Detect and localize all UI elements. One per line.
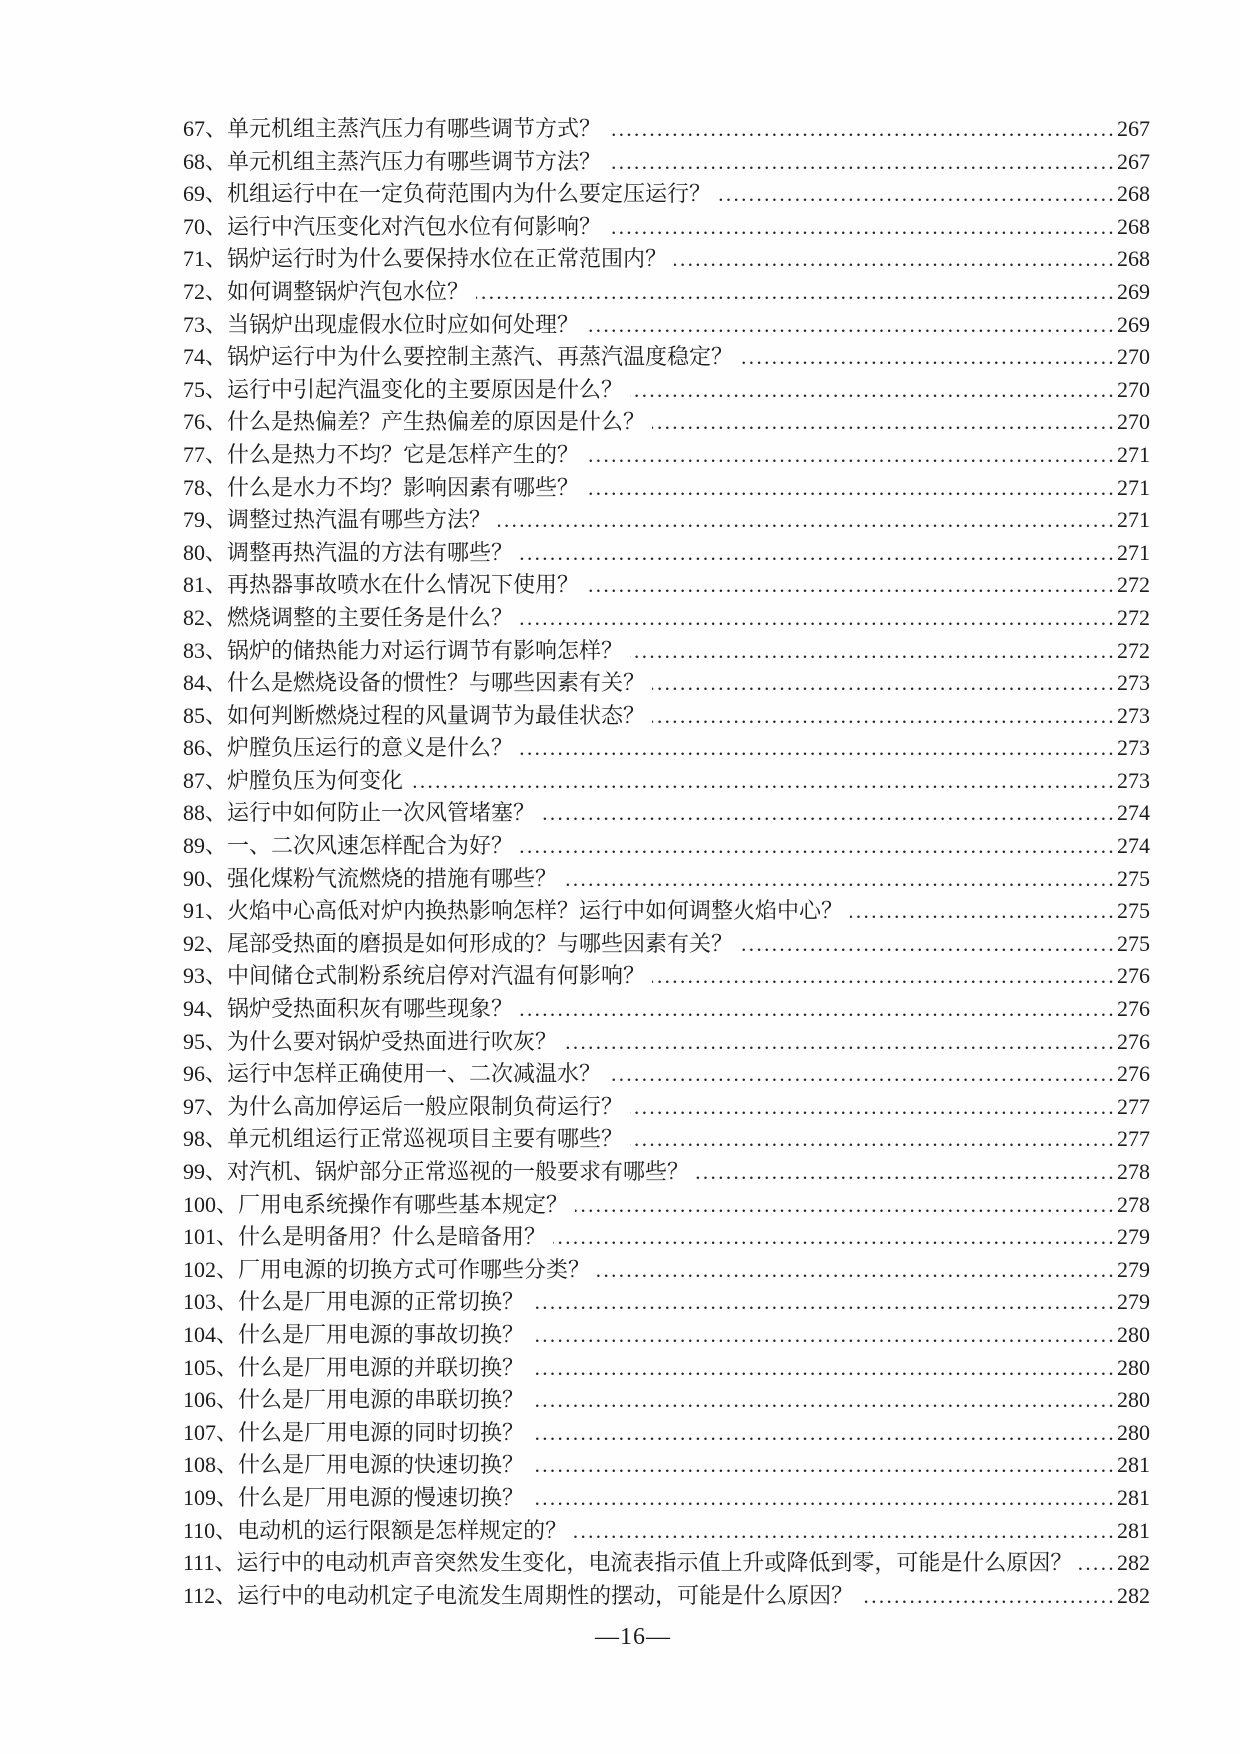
toc-dot-leader bbox=[630, 1123, 1116, 1156]
toc-entry bbox=[183, 1547, 1150, 1580]
toc-entry bbox=[183, 537, 1150, 570]
toc-entry bbox=[183, 309, 1150, 342]
toc-entry bbox=[183, 765, 1150, 798]
toc-page-number: 275 bbox=[1117, 930, 1150, 956]
toc-page-number: 277 bbox=[1117, 1126, 1150, 1152]
toc-entry bbox=[183, 797, 1150, 830]
toc-entry bbox=[183, 276, 1150, 309]
toc-entry bbox=[183, 472, 1150, 505]
toc-entry-title: 72、如何调整锅炉汽包水位？ bbox=[183, 278, 470, 304]
toc-entry-title: 90、强化煤粉气流燃烧的措施有哪些？ bbox=[183, 865, 558, 891]
toc-page-number: 280 bbox=[1117, 1354, 1150, 1380]
toc-entry bbox=[183, 1449, 1150, 1482]
toc-entry-title: 108、什么是厂用电源的快速切换？ bbox=[183, 1452, 525, 1478]
toc-entry-title: 109、什么是厂用电源的慢速切换？ bbox=[183, 1484, 525, 1510]
toc-dot-leader bbox=[608, 146, 1116, 179]
toc-dot-leader bbox=[652, 960, 1116, 993]
toc-entry-title: 98、单元机组运行正常巡视项目主要有哪些？ bbox=[183, 1126, 624, 1152]
toc-entry bbox=[183, 1221, 1150, 1254]
toc-entry bbox=[183, 439, 1150, 472]
toc-page-number: 267 bbox=[1117, 148, 1150, 174]
toc-entry bbox=[183, 504, 1150, 537]
toc-entry-title: 84、什么是燃烧设备的惯性？与哪些因素有关？ bbox=[183, 670, 646, 696]
toc-entry bbox=[183, 1123, 1150, 1156]
toc-page-number: 279 bbox=[1117, 1256, 1150, 1282]
toc-entry-title: 75、运行中引起汽温变化的主要原因是什么？ bbox=[183, 376, 624, 402]
toc-entry-title: 105、什么是厂用电源的并联切换？ bbox=[183, 1354, 525, 1380]
toc-entry-title: 67、单元机组主蒸汽压力有哪些调节方式？ bbox=[183, 116, 602, 141]
toc-page-number: 281 bbox=[1117, 1484, 1150, 1510]
toc-entry-title: 74、锅炉运行中为什么要控制主蒸汽、再蒸汽温度稳定？ bbox=[183, 344, 734, 370]
toc-entry-title: 80、调整再热汽温的方法有哪些？ bbox=[183, 539, 514, 565]
toc-entry bbox=[183, 1156, 1150, 1189]
toc-dot-leader bbox=[740, 341, 1116, 374]
toc-dot-leader bbox=[740, 928, 1116, 961]
toc-dot-leader bbox=[531, 1384, 1116, 1417]
toc-entry-title: 94、锅炉受热面积灰有哪些现象？ bbox=[183, 996, 514, 1022]
toc-page-number: 270 bbox=[1117, 409, 1150, 435]
toc-entry bbox=[183, 146, 1150, 179]
page-footer bbox=[0, 1624, 1240, 1651]
toc-entry-title: 83、锅炉的储热能力对运行调节有影响怎样？ bbox=[183, 637, 624, 663]
toc-entry-title: 110、电动机的运行限额是怎样规定的？ bbox=[183, 1517, 568, 1543]
toc-dot-leader bbox=[630, 635, 1116, 668]
toc-page-number: 277 bbox=[1117, 1093, 1150, 1119]
toc-page-number: 276 bbox=[1117, 1061, 1150, 1087]
toc-entry bbox=[183, 1515, 1150, 1548]
toc-page-number: 281 bbox=[1117, 1452, 1150, 1478]
toc-page-number: 273 bbox=[1117, 735, 1150, 761]
toc-page-number: 271 bbox=[1117, 441, 1150, 467]
toc-entry bbox=[183, 1254, 1150, 1287]
toc-dot-leader bbox=[696, 1156, 1116, 1189]
toc-page-number: 276 bbox=[1117, 1028, 1150, 1054]
toc-page-number: 268 bbox=[1117, 246, 1150, 272]
toc-page-number: 281 bbox=[1117, 1517, 1150, 1543]
toc-page-number: 272 bbox=[1117, 572, 1150, 598]
toc-entry-title: 100、厂用电系统操作有哪些基本规定？ bbox=[183, 1191, 569, 1217]
toc-dot-leader bbox=[531, 1319, 1116, 1352]
toc-page-number: 280 bbox=[1117, 1387, 1150, 1413]
toc-dot-leader bbox=[520, 830, 1116, 863]
toc-dot-leader bbox=[652, 667, 1116, 700]
toc-dot-leader bbox=[531, 1417, 1116, 1450]
toc-dot-leader bbox=[498, 504, 1116, 537]
toc-dot-leader bbox=[652, 406, 1116, 439]
toc-entry-title: 97、为什么高加停运后一般应限制负荷运行？ bbox=[183, 1093, 624, 1119]
toc-page-number: 271 bbox=[1117, 539, 1150, 565]
toc-entry bbox=[183, 1384, 1150, 1417]
toc-entry bbox=[183, 211, 1150, 244]
toc-entry-title: 89、一、二次风速怎样配合为好？ bbox=[183, 833, 514, 859]
toc-entry-title: 95、为什么要对锅炉受热面进行吹灰？ bbox=[183, 1028, 558, 1054]
toc-entry bbox=[183, 1352, 1150, 1385]
toc-entry-title: 69、机组运行中在一定负荷范围内为什么要定压运行？ bbox=[183, 181, 712, 207]
toc-dot-leader bbox=[608, 211, 1116, 244]
toc-entry bbox=[183, 1482, 1150, 1515]
toc-dot-leader bbox=[586, 309, 1116, 342]
toc-dot-leader bbox=[520, 732, 1116, 765]
toc-entry bbox=[183, 602, 1150, 635]
toc-dot-leader bbox=[1079, 1547, 1116, 1580]
toc-entry bbox=[183, 1058, 1150, 1091]
toc-page-number: 275 bbox=[1117, 898, 1150, 924]
toc-dot-leader bbox=[531, 1286, 1116, 1319]
page-number-label: —16— bbox=[595, 1624, 671, 1650]
toc-entry-title: 99、对汽机、锅炉部分正常巡视的一般要求有哪些？ bbox=[183, 1159, 690, 1184]
toc-entry bbox=[183, 1580, 1150, 1613]
toc-page-number: 268 bbox=[1117, 213, 1150, 239]
toc-entry-title: 102、厂用电源的切换方式可作哪些分类？ bbox=[183, 1256, 591, 1282]
toc-dot-leader bbox=[586, 439, 1116, 472]
toc-page-number: 273 bbox=[1117, 702, 1150, 728]
toc-page-number: 279 bbox=[1117, 1289, 1150, 1315]
toc-dot-leader bbox=[674, 243, 1116, 276]
toc-dot-leader bbox=[476, 276, 1116, 309]
toc-dot-leader bbox=[574, 1515, 1116, 1548]
toc-dot-leader bbox=[630, 374, 1116, 407]
toc-entry-title: 76、什么是热偏差？产生热偏差的原因是什么？ bbox=[183, 409, 646, 435]
toc-dot-leader bbox=[520, 537, 1116, 570]
toc-dot-leader bbox=[542, 797, 1116, 830]
toc-dot-leader bbox=[586, 472, 1116, 505]
toc-entry-title: 91、火焰中心高低对炉内换热影响怎样？运行中如何调整火焰中心？ bbox=[183, 898, 844, 924]
toc-entry-title: 111、运行中的电动机声音突然发生变化，电流表指示值上升或降低到零，可能是什么原因？ bbox=[183, 1550, 1073, 1576]
toc-entry-title: 101、什么是明备用？什么是暗备用？ bbox=[183, 1224, 547, 1250]
toc-entry-title: 79、调整过热汽温有哪些方法？ bbox=[183, 507, 492, 533]
toc-entry bbox=[183, 667, 1150, 700]
toc-dot-leader bbox=[860, 1580, 1116, 1613]
toc-page-number: 274 bbox=[1117, 800, 1150, 826]
toc-page-number: 275 bbox=[1117, 865, 1150, 891]
toc-page-number: 269 bbox=[1117, 311, 1150, 337]
toc-entry-title: 71、锅炉运行时为什么要保持水位在正常范围内？ bbox=[183, 246, 668, 272]
toc-dot-leader bbox=[564, 863, 1116, 896]
toc-entry bbox=[183, 178, 1150, 211]
toc-entry bbox=[183, 1026, 1150, 1059]
toc-page-number: 273 bbox=[1117, 767, 1150, 793]
toc-entry bbox=[183, 830, 1150, 863]
toc-entry-title: 68、单元机组主蒸汽压力有哪些调节方法？ bbox=[183, 148, 602, 174]
toc-dot-leader bbox=[520, 993, 1116, 1026]
toc-dot-leader bbox=[520, 602, 1116, 635]
toc-page-number: 280 bbox=[1117, 1321, 1150, 1347]
toc-dot-leader bbox=[575, 1189, 1116, 1222]
toc-page-number: 276 bbox=[1117, 996, 1150, 1022]
toc-dot-leader bbox=[630, 1091, 1116, 1124]
toc-entry bbox=[183, 374, 1150, 407]
toc-entry bbox=[183, 1319, 1150, 1352]
toc-page-number: 282 bbox=[1117, 1582, 1150, 1608]
toc-page-number: 274 bbox=[1117, 833, 1150, 859]
toc-dot-leader bbox=[531, 1482, 1116, 1515]
toc-entry bbox=[183, 1189, 1150, 1222]
toc-page-number: 273 bbox=[1117, 670, 1150, 696]
toc-dot-leader bbox=[553, 1221, 1116, 1254]
toc-entry-title: 93、中间储仓式制粉系统启停对汽温有何影响？ bbox=[183, 963, 646, 989]
toc-entry bbox=[183, 1286, 1150, 1319]
toc-entry-title: 78、什么是水力不均？影响因素有哪些？ bbox=[183, 474, 580, 500]
toc-entry-title: 96、运行中怎样正确使用一、二次减温水？ bbox=[183, 1061, 602, 1087]
toc-dot-leader bbox=[586, 569, 1116, 602]
toc-entry bbox=[183, 406, 1150, 439]
toc-dot-leader bbox=[608, 1058, 1116, 1091]
toc-entry bbox=[183, 113, 1150, 146]
toc-page-number: 272 bbox=[1117, 637, 1150, 663]
toc-page-number: 279 bbox=[1117, 1224, 1150, 1250]
toc-entry bbox=[183, 732, 1150, 765]
toc-dot-leader bbox=[718, 178, 1116, 211]
toc-page-number: 270 bbox=[1117, 376, 1150, 402]
toc-entry bbox=[183, 700, 1150, 733]
toc-page-number: 269 bbox=[1117, 278, 1150, 304]
toc-entry-title: 85、如何判断燃烧过程的风量调节为最佳状态？ bbox=[183, 702, 646, 728]
toc-entry-title: 88、运行中如何防止一次风管堵塞？ bbox=[183, 800, 536, 826]
toc-dot-leader bbox=[531, 1449, 1116, 1482]
toc-page-number: 282 bbox=[1117, 1550, 1150, 1576]
toc-dot-leader bbox=[850, 895, 1116, 928]
toc-entry-title: 92、尾部受热面的磨损是如何形成的？与哪些因素有关？ bbox=[183, 930, 734, 956]
toc-entry bbox=[183, 243, 1150, 276]
toc-entry-title: 73、当锅炉出现虚假水位时应如何处理？ bbox=[183, 311, 580, 337]
toc-entry-title: 104、什么是厂用电源的事故切换？ bbox=[183, 1321, 525, 1347]
toc-page-number: 271 bbox=[1117, 507, 1150, 533]
toc-entry bbox=[183, 895, 1150, 928]
toc-entry bbox=[183, 635, 1150, 668]
toc-entry-title: 77、什么是热力不均？它是怎样产生的？ bbox=[183, 441, 580, 467]
toc-page-number: 278 bbox=[1117, 1159, 1150, 1184]
toc-entry-title: 87、炉膛负压为何变化 bbox=[183, 767, 404, 793]
toc-page-number: 272 bbox=[1117, 604, 1150, 630]
toc-entry-title: 112、运行中的电动机定子电流发生周期性的摆动，可能是什么原因？ bbox=[183, 1582, 854, 1608]
toc-entry bbox=[183, 341, 1150, 374]
toc-page-number: 271 bbox=[1117, 474, 1150, 500]
toc-list bbox=[183, 113, 1150, 1612]
toc-entry bbox=[183, 960, 1150, 993]
toc-entry-title: 86、炉膛负压运行的意义是什么？ bbox=[183, 735, 514, 761]
toc-page-number: 280 bbox=[1117, 1419, 1150, 1445]
toc-entry-title: 107、什么是厂用电源的同时切换？ bbox=[183, 1419, 525, 1445]
toc-entry bbox=[183, 993, 1150, 1026]
toc-page-number: 267 bbox=[1117, 116, 1150, 141]
toc-entry-title: 82、燃烧调整的主要任务是什么？ bbox=[183, 604, 514, 630]
toc-dot-leader bbox=[531, 1352, 1116, 1385]
toc-dot-leader bbox=[564, 1026, 1116, 1059]
toc-entry bbox=[183, 569, 1150, 602]
toc-entry-title: 81、再热器事故喷水在什么情况下使用？ bbox=[183, 572, 580, 598]
toc-page-number: 268 bbox=[1117, 181, 1150, 207]
toc-entry-title: 103、什么是厂用电源的正常切换？ bbox=[183, 1289, 525, 1315]
toc-dot-leader bbox=[597, 1254, 1116, 1287]
toc-entry-title: 106、什么是厂用电源的串联切换？ bbox=[183, 1387, 525, 1413]
toc-page-number: 270 bbox=[1117, 344, 1150, 370]
toc-page-number: 278 bbox=[1117, 1191, 1150, 1217]
toc-entry bbox=[183, 863, 1150, 896]
toc-entry bbox=[183, 1091, 1150, 1124]
toc-dot-leader bbox=[410, 765, 1116, 798]
toc-entry bbox=[183, 1417, 1150, 1450]
toc-entry-title: 70、运行中汽压变化对汽包水位有何影响？ bbox=[183, 213, 602, 239]
toc-dot-leader bbox=[652, 700, 1116, 733]
toc-page-number: 276 bbox=[1117, 963, 1150, 989]
toc-dot-leader bbox=[608, 113, 1116, 146]
toc-entry bbox=[183, 928, 1150, 961]
